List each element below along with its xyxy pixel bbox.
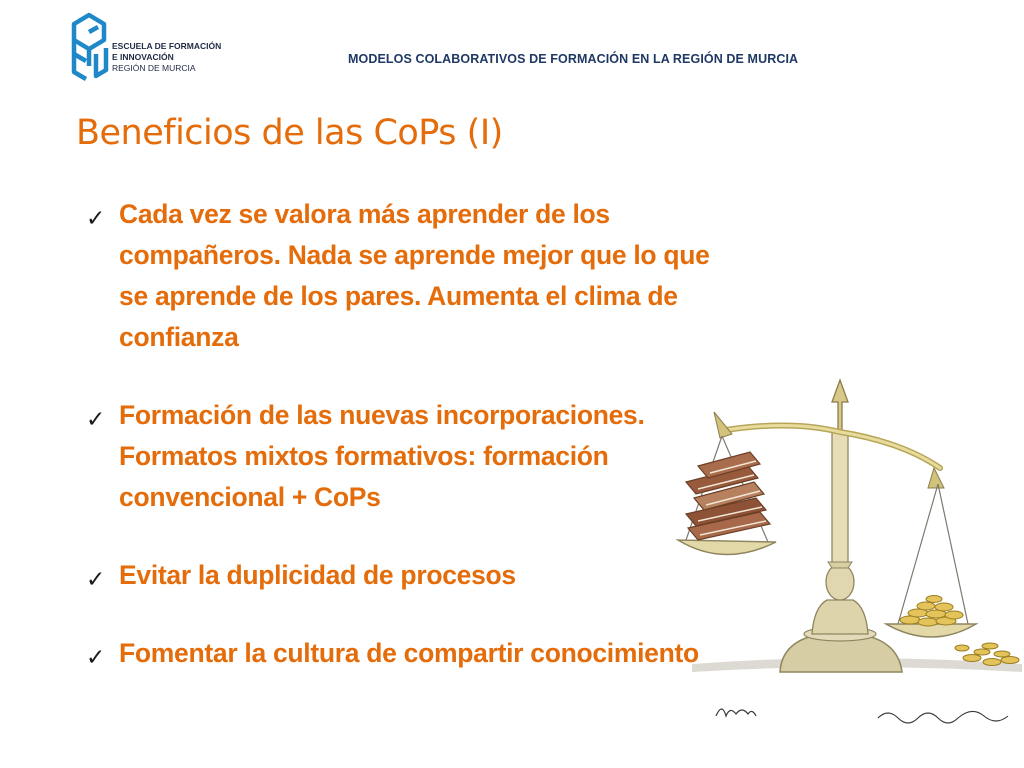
bullet-list — [86, 194, 726, 711]
bullet-text: Fomentar la cultura de compartir conocimiento — [119, 638, 699, 668]
checkmark-icon: ✓ — [86, 567, 105, 593]
bullet-item — [86, 633, 726, 674]
bullet-item — [86, 194, 726, 358]
checkmark-icon: ✓ — [86, 206, 105, 232]
efi-logo — [68, 10, 248, 82]
bullet-text: Evitar la duplicidad de procesos — [119, 560, 516, 590]
checkmark-icon: ✓ — [86, 407, 105, 433]
header-title: MODELOS COLABORATIVOS DE FORMACIÓN EN LA REGIÓN DE MURCIA — [348, 52, 799, 66]
logo-line-2: E INNOVACIÓN — [112, 52, 174, 62]
bullet-item — [86, 555, 726, 596]
bullet-text: Formación de las nuevas incorporaciones. Formatos mixtos formativos: formación convencional + CoPs — [119, 400, 645, 512]
logo-line-3: REGIÓN DE MURCIA — [112, 63, 196, 73]
slide-title: Beneficios de las CoPs (I) — [76, 113, 503, 153]
logo-line-1: ESCUELA DE FORMACIÓN — [112, 41, 222, 51]
bullet-text: Cada vez se valora más aprender de los compañeros. Nada se aprende mejor que lo que se aprende de los pares. Aumenta el clima de confianza — [119, 199, 710, 352]
checkmark-icon: ✓ — [86, 645, 105, 671]
efi-logo-icon — [68, 10, 110, 82]
balance-scale-books-coins-illustration — [672, 372, 1024, 728]
bullet-item — [86, 395, 726, 518]
